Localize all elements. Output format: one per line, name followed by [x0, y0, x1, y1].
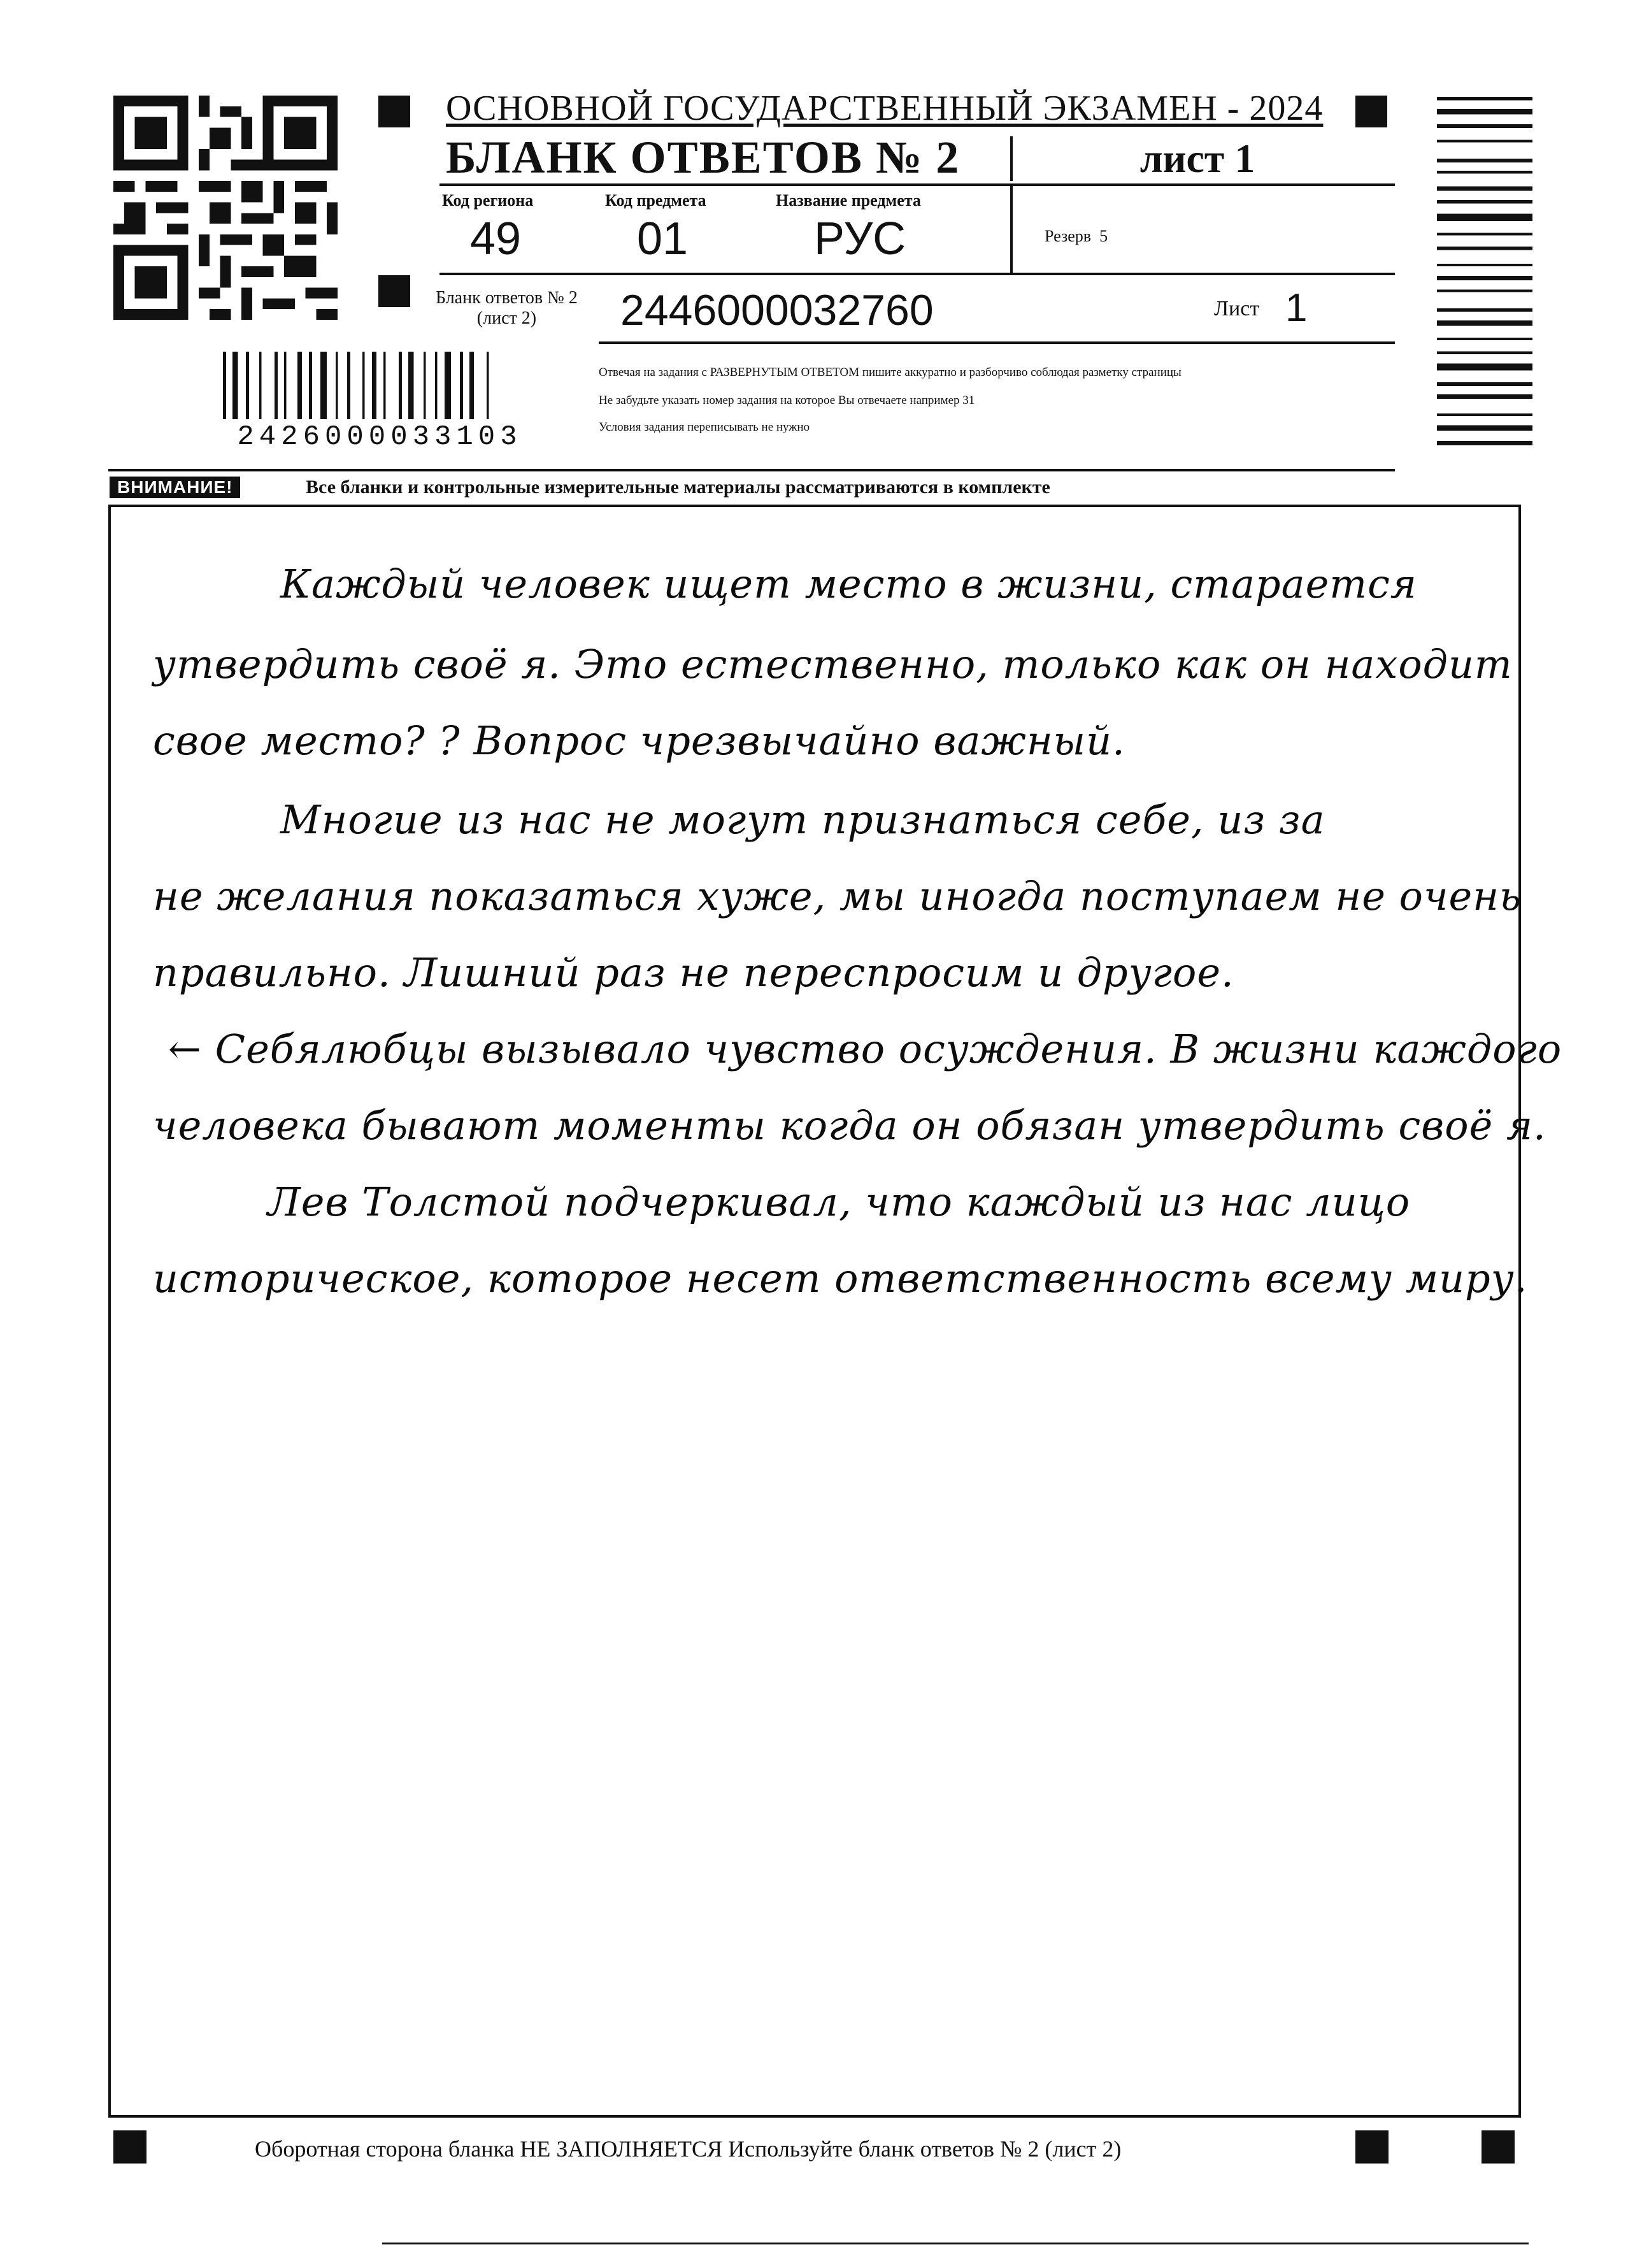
warning-label: ВНИМАНИЕ!	[110, 477, 240, 498]
barcode-bar	[1437, 320, 1532, 326]
answer-line: Многие из нас не могут признаться себе, из за	[280, 796, 1325, 843]
barcode-bar	[1437, 441, 1532, 445]
region-code-label: Код региона	[442, 191, 534, 210]
barcode-bar	[1437, 264, 1532, 266]
corner-marker	[378, 96, 410, 127]
side-barcode	[1437, 97, 1532, 460]
barcode-bar	[1437, 171, 1532, 173]
barcode-bar	[1437, 338, 1532, 340]
sheet-number: 1	[1285, 286, 1308, 330]
barcode-bar	[1437, 308, 1532, 312]
fields-rule	[439, 273, 1395, 275]
corner-marker	[378, 275, 410, 307]
barcode-bar	[1437, 426, 1532, 431]
answer-line: человека бывают моменты когда он обязан утвердить своё я.	[153, 1102, 1546, 1149]
answer-line: не желания показаться хуже, мы иногда поступаем не очень	[153, 873, 1522, 919]
barcode-bar	[1437, 382, 1532, 386]
instruction-line: Не забудьте указать номер задания на которое Вы отвечаете например 31	[599, 394, 975, 407]
reserve-label: Резерв 5	[1045, 227, 1108, 245]
barcode-bar	[1437, 109, 1532, 114]
answer-line: историческое, которое несет ответственность всему миру.	[153, 1255, 1528, 1302]
answer-line: правильно. Лишний раз не переспросим и другое.	[153, 949, 1234, 996]
barcode-bar	[1437, 276, 1532, 280]
barcode-bar	[1437, 140, 1532, 143]
barcode-bar	[1437, 159, 1532, 162]
barcode-bar	[1437, 97, 1532, 101]
subject-code-label: Код предмета	[605, 191, 706, 210]
reserve-value: 5	[1099, 227, 1108, 245]
subject-code-value: 01	[637, 213, 689, 264]
answer-line: Лев Толстой подчеркивал, что каждый из нас лицо	[268, 1179, 1411, 1225]
qr-code	[113, 96, 338, 320]
form-title: БЛАНК ОТВЕТОВ № 2	[446, 132, 960, 183]
answer-line: ← Себялюбцы вызывало чувство осуждения. В жизни каждого	[168, 1026, 1562, 1072]
barcode-bar	[1437, 394, 1532, 399]
sheet-label: лист 1	[1139, 136, 1255, 181]
subject-name-label: Название предмета	[776, 191, 921, 210]
bottom-rule	[382, 2243, 1529, 2244]
exam-title: ОСНОВНОЙ ГОСУДАРСТВЕННЫЙ ЭКЗАМЕН - 2024	[446, 89, 1324, 128]
corner-marker	[1355, 96, 1387, 127]
title-divider	[1010, 136, 1013, 181]
form-number-rule	[599, 341, 1395, 344]
form-number: 2446000032760	[620, 286, 934, 334]
corner-marker	[1355, 2130, 1389, 2164]
barcode-bar	[1437, 247, 1532, 250]
subject-name-value: РУС	[814, 213, 906, 264]
header-rule	[439, 183, 1395, 186]
warning-top-rule	[108, 469, 1395, 471]
barcode-bar	[1437, 200, 1532, 204]
footer-note: Оборотная сторона бланка НЕ ЗАПОЛНЯЕТСЯ Используйте бланк ответов № 2 (лист 2)	[255, 2136, 1122, 2162]
barcode-bar	[1437, 352, 1532, 354]
barcode-bar	[1437, 413, 1532, 416]
sheet-number-label: Лист	[1214, 297, 1260, 320]
barcode-bar	[1437, 186, 1532, 190]
barcode-bar	[1437, 364, 1532, 371]
barcode-bar	[1437, 214, 1532, 221]
form-ref-label: Бланк ответов № 2 (лист 2)	[436, 288, 578, 328]
instruction-line: Отвечая на задания с РАЗВЕРНУТЫМ ОТВЕТОМ пишите аккуратно и разборчиво соблюдая разметку страницы	[599, 366, 1182, 379]
answer-line: Каждый человек ищет место в жизни, старается	[280, 561, 1417, 607]
instruction-line: Условия задания переписывать не нужно	[599, 420, 810, 434]
barcode-bar	[1437, 289, 1532, 292]
region-code-value: 49	[470, 213, 522, 264]
answer-line: утвердить своё я. Это естественно, только как он находит	[153, 641, 1513, 687]
warning-text: Все бланки и контрольные измерительные материалы рассматриваются в комплекте	[306, 477, 1050, 498]
barcode-bar	[1437, 233, 1532, 235]
barcode-bar	[1437, 124, 1532, 128]
answer-line: свое место? ? Вопрос чрезвычайно важный.	[153, 717, 1125, 764]
barcode-number: 2426000033103	[201, 419, 558, 455]
corner-marker	[1482, 2130, 1515, 2164]
corner-marker	[113, 2130, 146, 2164]
reserve-divider	[1010, 185, 1013, 273]
